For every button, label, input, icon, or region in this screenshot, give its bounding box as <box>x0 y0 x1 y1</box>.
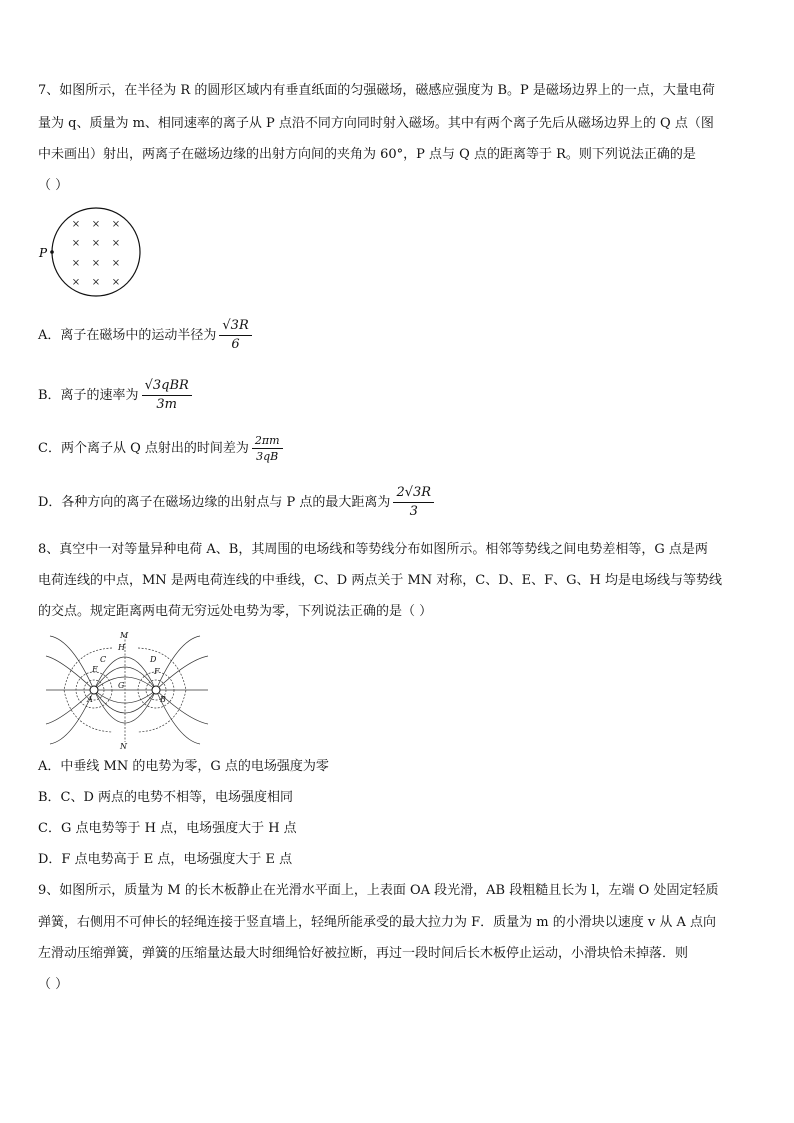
q7-option-a-text: A．离子在磁场中的运动半径为 <box>38 327 217 343</box>
q8-label-d: D <box>150 655 157 664</box>
q7-option-d-denominator: 3 <box>409 504 418 519</box>
field-cross-icon: × <box>91 258 101 269</box>
q8-stem-line1: 8、真空中一对等量异种电荷 A、B，其周围的电场线和等势线分布如图所示。相邻等势线之间电势差相等，G 点是两 <box>38 542 708 557</box>
field-cross-icon: × <box>91 219 101 230</box>
q7-option-c-text: C．两个离子从 Q 点射出的时间差为 <box>38 440 249 456</box>
q8-label-h: H <box>118 643 125 652</box>
q7-option-c-numerator: 2πm <box>252 434 283 449</box>
field-cross-icon: × <box>111 219 121 230</box>
q7-option-b-text: B．离子的速率为 <box>38 387 139 403</box>
q8-label-m: M <box>120 631 129 640</box>
q9-stem-line1: 9、如图所示，质量为 M 的长木板静止在光滑水平面上，上表面 OA 段光滑，AB 段粗糙且长为 l，左端 O 处固定轻质 <box>38 883 719 898</box>
q7-option-c-denominator: 3qB <box>256 450 279 463</box>
field-cross-icon: × <box>91 238 101 249</box>
field-cross-icon: × <box>71 277 81 288</box>
q8-label-b: B <box>160 695 166 704</box>
field-cross-icon: × <box>71 238 81 249</box>
q7-stem-line3: 中未画出）射出，两离子在磁场边缘的出射方向间的夹角为 60°，P 点与 Q 点的距离等于 R。则下列说法正确的是 <box>38 147 696 162</box>
field-cross-icon: × <box>91 277 101 288</box>
q7-answer-bracket: （ ） <box>38 178 69 193</box>
q7-option-b[interactable] <box>38 378 192 413</box>
q7-option-b-numerator: √3qBR <box>142 378 192 396</box>
q8-label-n: N <box>120 742 127 750</box>
q8-stem-line2: 电荷连线的中点，MN 是两电荷连线的中垂线，C、D 两点关于 MN 对称，C、D、E、F、G、H 均是电场线与等势线 <box>38 573 723 588</box>
q8-electric-field-figure <box>42 630 212 750</box>
q9-stem-line2: 弹簧，右侧用不可伸长的轻绳连接于竖直墙上，轻绳所能承受的最大拉力为 F．质量为 m 的小滑块以速度 v 从 A 点向 <box>38 915 717 930</box>
q8-option-a[interactable]: A．中垂线 MN 的电势为零，G 点的电场强度为零 <box>38 759 329 774</box>
q9-answer-bracket: （ ） <box>38 977 69 992</box>
q7-point-p-label: P <box>39 246 48 260</box>
q8-option-d[interactable]: D．F 点电势高于 E 点，电场强度大于 E 点 <box>38 852 293 867</box>
q7-option-d[interactable] <box>38 485 434 520</box>
q7-magnetic-field-figure <box>36 204 146 304</box>
q8-option-c[interactable]: C．G 点电势等于 H 点，电场强度大于 H 点 <box>38 821 297 836</box>
field-cross-icon: × <box>111 277 121 288</box>
q8-label-g: G <box>118 681 125 690</box>
q8-label-f: F <box>154 667 160 676</box>
field-cross-icon: × <box>111 238 121 249</box>
q7-stem-line1: 7、如图所示，在半径为 R 的圆形区域内有垂直纸面的匀强磁场，磁感应强度为 B。P 是磁场边界上的一点，大量电荷 <box>38 83 715 98</box>
field-cross-icon: × <box>71 219 81 230</box>
q7-option-a-numerator: √3R <box>219 318 251 336</box>
q7-option-a-denominator: 6 <box>231 337 240 352</box>
q7-option-d-text: D．各种方向的离子在磁场边缘的出射点与 P 点的最大距离为 <box>38 494 391 510</box>
field-cross-icon: × <box>111 258 121 269</box>
q8-option-b[interactable]: B．C、D 两点的电势不相等，电场强度相同 <box>38 790 294 805</box>
q8-label-c: C <box>100 655 107 664</box>
q8-label-a: A <box>87 695 93 704</box>
field-cross-icon: × <box>71 258 81 269</box>
q8-label-e: E <box>92 665 98 674</box>
q7-option-d-numerator: 2√3R <box>393 485 434 503</box>
q9-stem-line3: 左滑动压缩弹簧，弹簧的压缩量达最大时细绳恰好被拉断，再过一段时间后长木板停止运动，小滑块恰未掉落．则 <box>38 946 689 961</box>
q7-option-a[interactable] <box>38 318 252 353</box>
q8-stem-line3: 的交点。规定距离两电荷无穷远处电势为零，下列说法正确的是（ ） <box>38 604 433 619</box>
q7-option-c[interactable] <box>38 434 283 463</box>
q7-option-b-denominator: 3m <box>156 397 177 412</box>
q7-stem-line2: 量为 q、质量为 m、相同速率的离子从 P 点沿不同方向同时射入磁场。其中有两个离子先后从磁场边界上的 Q 点（图 <box>38 116 714 131</box>
